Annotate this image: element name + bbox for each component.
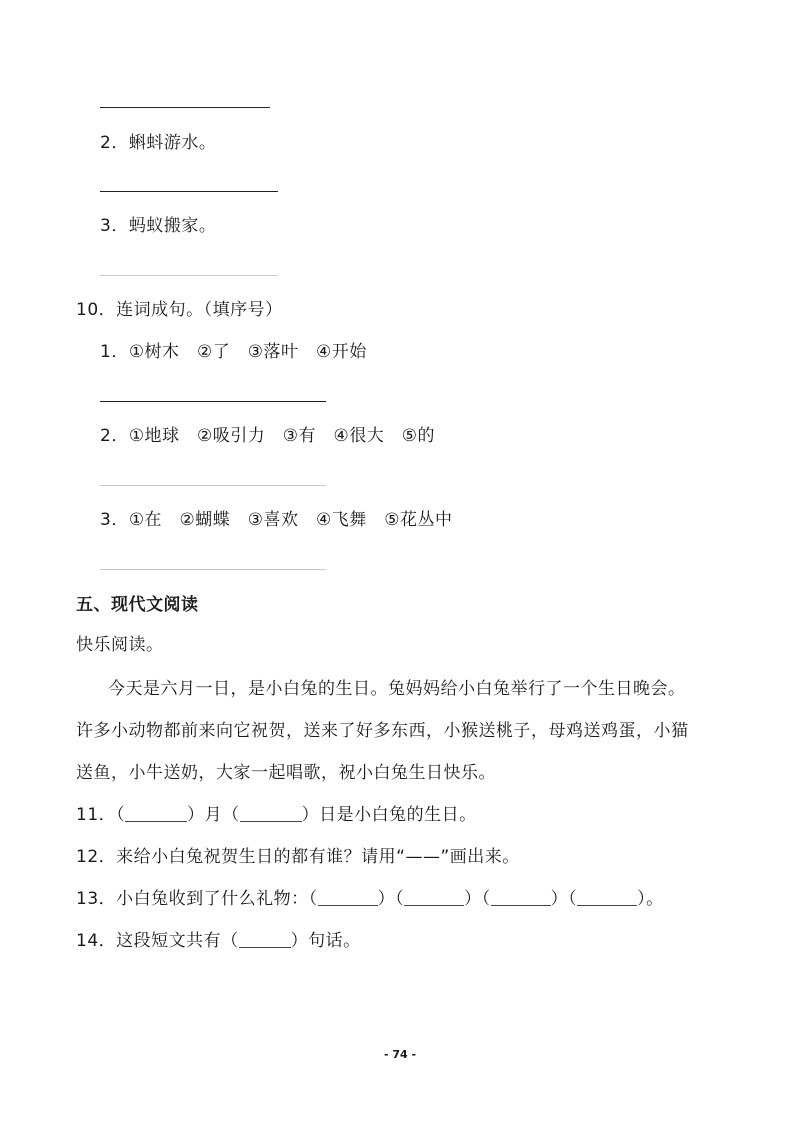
question-14: [76, 929, 361, 953]
q13-sep: ）（: [377, 889, 405, 909]
page-number: - 74 -: [383, 1048, 417, 1061]
gift-blank-1[interactable]: [318, 887, 378, 906]
answer-line: [100, 569, 326, 570]
q13-prefix: 13．小白兔收到了什么礼物：（: [76, 889, 318, 909]
q11-mid: ）月（: [187, 805, 240, 825]
gift-blank-2[interactable]: [404, 887, 464, 906]
answer-line: [100, 275, 278, 276]
q14-suffix: ）句话。: [290, 931, 361, 951]
answer-line: [100, 191, 278, 192]
passage-line-3: 送鱼，小牛送奶，大家一起唱歌，祝小白兔生日快乐。: [76, 763, 496, 783]
q10-item-3: 3．①在 ②蝴蝶 ③喜欢 ④飞舞 ⑤花丛中: [100, 510, 453, 530]
q14-prefix: 14．这段短文共有（: [76, 931, 239, 951]
q10-item-2: 2．①地球 ②吸引力 ③有 ④很大 ⑤的: [100, 426, 436, 446]
answer-line: [100, 107, 270, 108]
month-blank[interactable]: [125, 803, 187, 822]
passage-line-2: 许多小动物都前来向它祝贺，送来了好多东西，小猴送桃子，母鸡送鸡蛋，小猫: [76, 721, 689, 741]
q9-item-2: 2．蝌蚪游水。: [100, 133, 217, 153]
q9-item-3: 3．蚂蚁搬家。: [100, 216, 217, 236]
q11-suffix: ）日是小白兔的生日。: [301, 805, 477, 825]
sentence-count-blank[interactable]: [239, 929, 291, 948]
reading-subtitle: 快乐阅读。: [76, 635, 164, 655]
q13-sep: ）（: [550, 889, 578, 909]
q10-title: 10．连词成句。（填序号）: [76, 300, 283, 320]
q11-prefix: 11．（: [76, 805, 126, 825]
answer-line: [100, 485, 326, 486]
question-11: [76, 803, 477, 827]
day-blank[interactable]: [240, 803, 302, 822]
q10-item-1: 1．①树木 ②了 ③落叶 ④开始: [100, 342, 367, 362]
passage-line-1: 今天是六月一日，是小白兔的生日。兔妈妈给小白兔举行了一个生日晚会。: [108, 679, 686, 699]
question-12: 12．来给小白兔祝贺生日的都有谁？请用“——”画出来。: [76, 847, 520, 867]
q13-sep: ）（: [464, 889, 491, 909]
answer-line: [100, 401, 326, 402]
gift-blank-3[interactable]: [491, 887, 551, 906]
gift-blank-4[interactable]: [577, 887, 637, 906]
question-13: [76, 887, 664, 911]
section-title: 五、现代文阅读: [76, 595, 199, 615]
q13-suffix: ）。: [637, 889, 664, 909]
